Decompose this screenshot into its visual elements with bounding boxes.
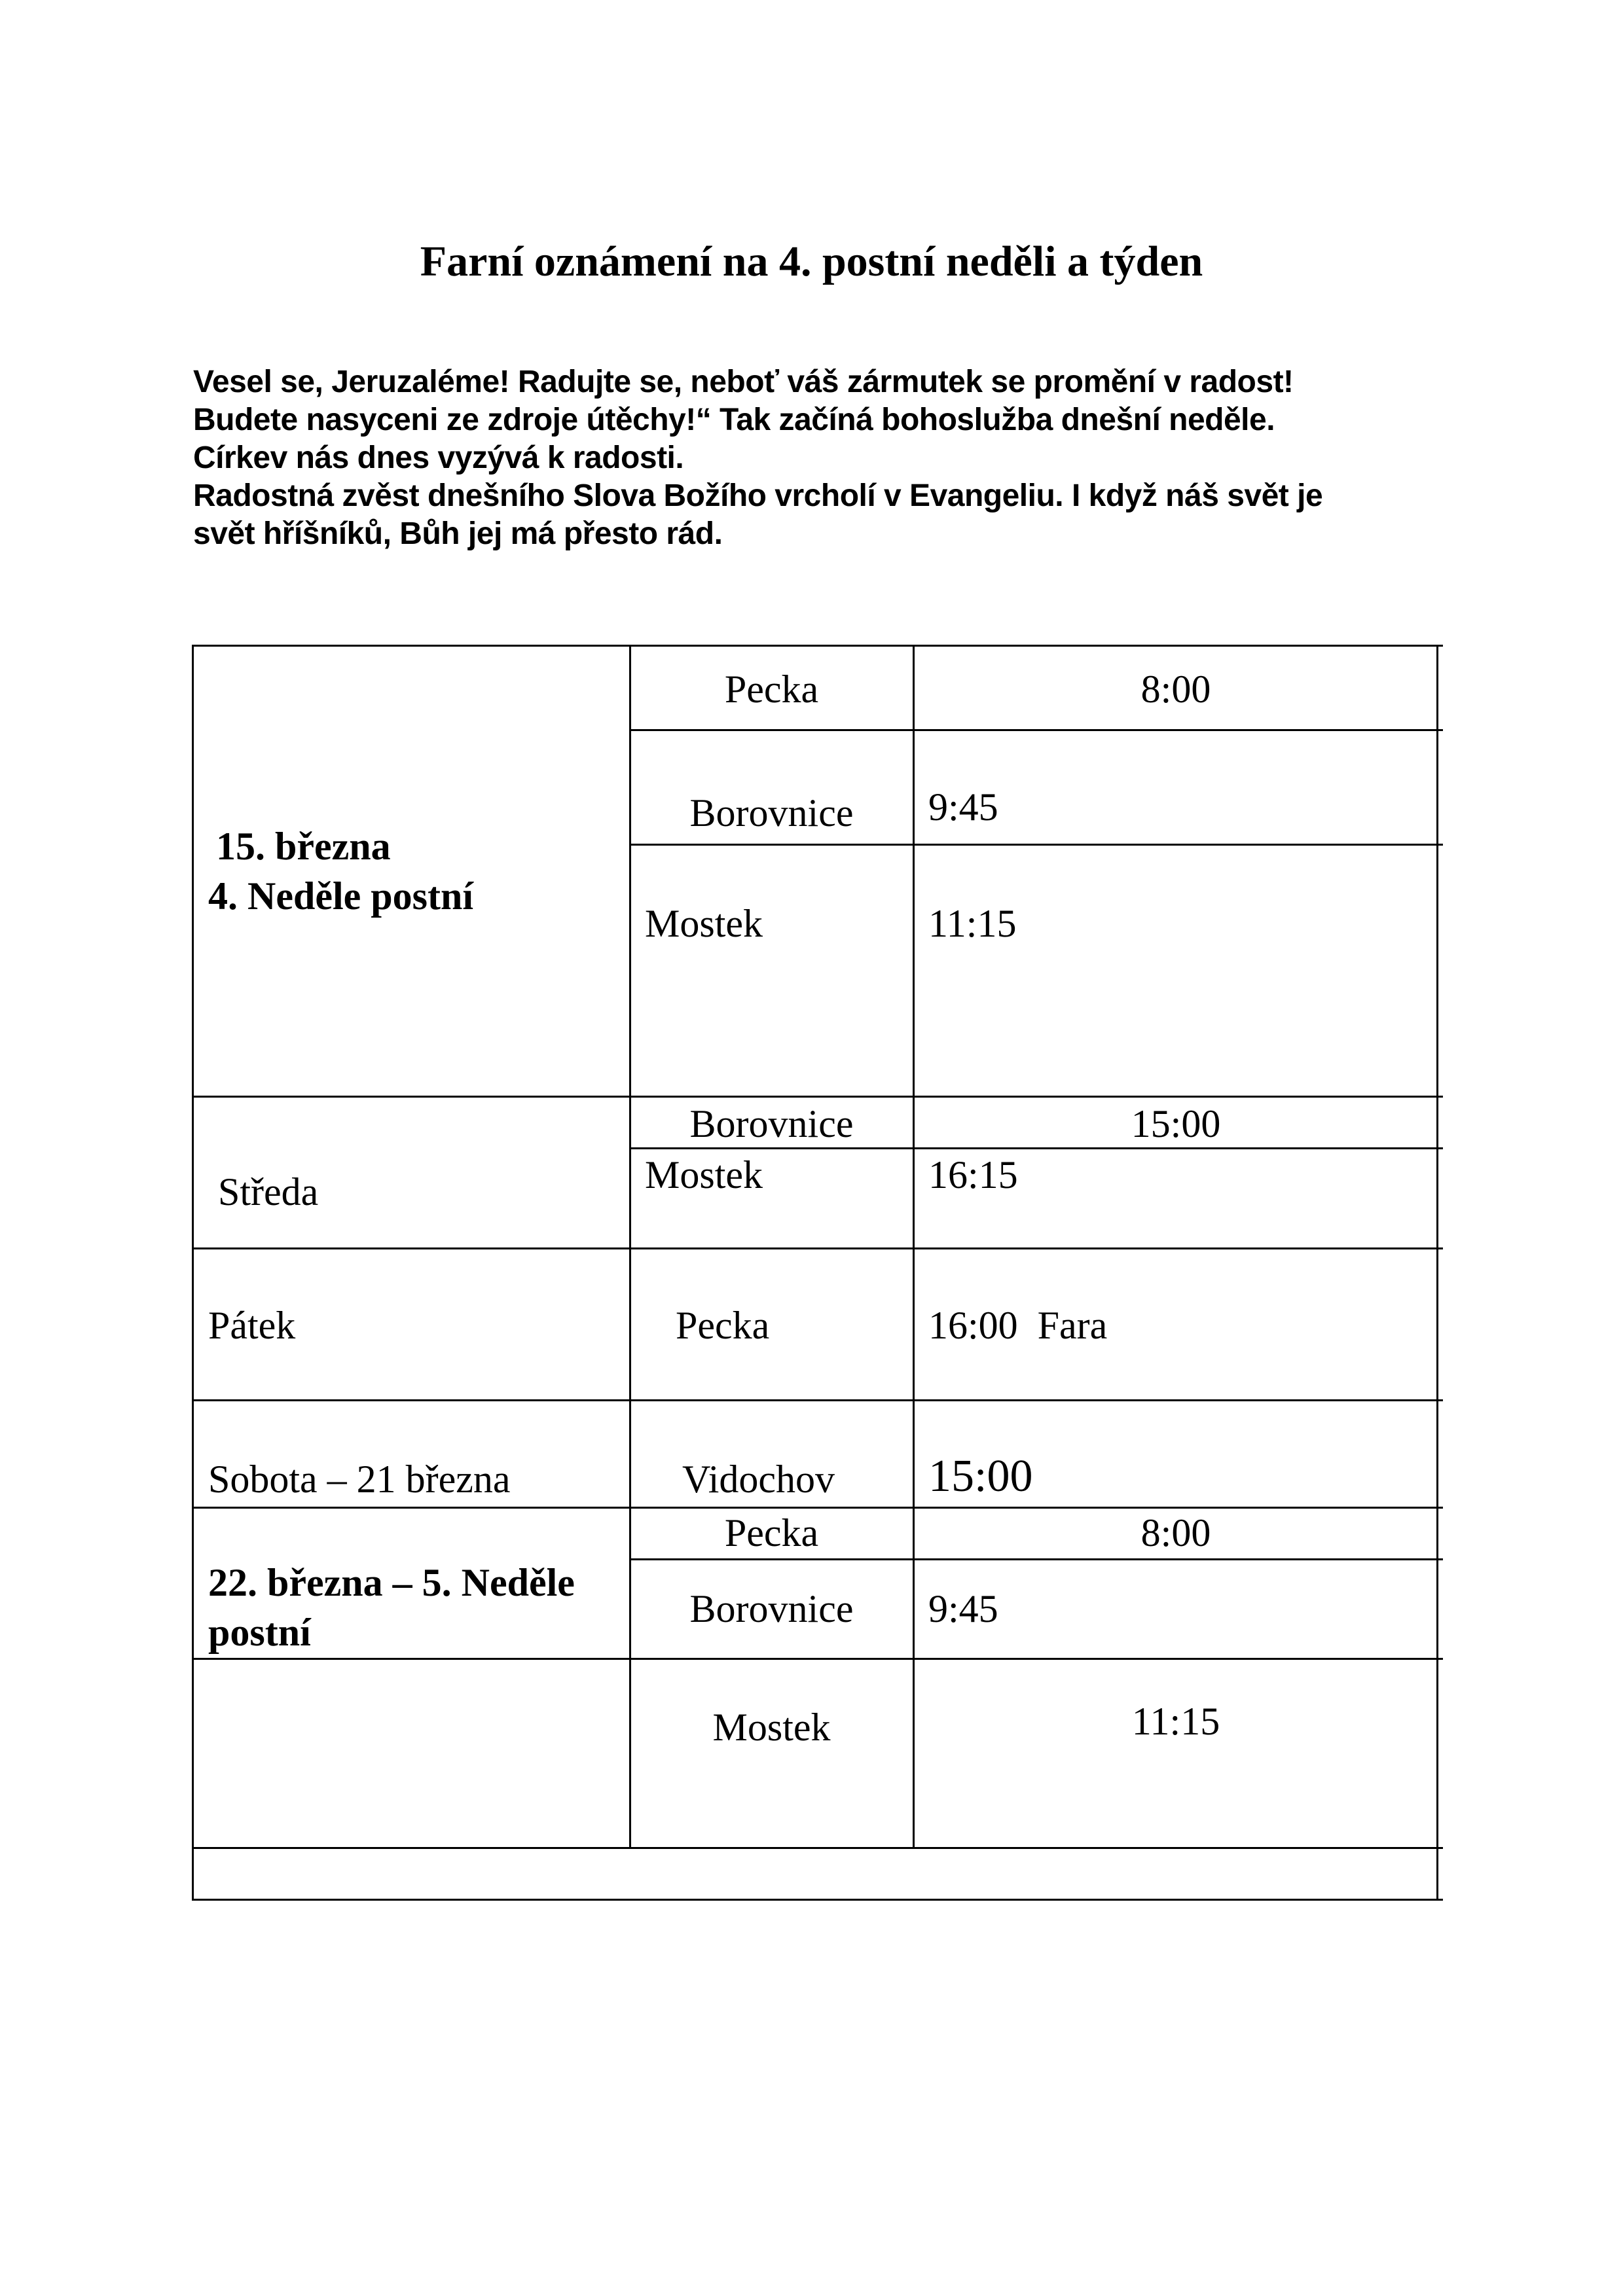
time-cell: 11:15 [1131,1700,1220,1743]
place-cell: Mostek [645,902,763,945]
place-cell: Borovnice [689,1587,854,1630]
intro-paragraph [193,363,1503,553]
row-divider [193,1399,1443,1401]
time-cell: 11:15 [928,902,1017,945]
row-divider [193,1096,1443,1098]
intro-line: Radostná zvěst dnešního Slova Božího vrcholí v Evangeliu. I když náš svět je [193,478,1323,513]
sub-row-divider [630,844,1443,846]
place-cell: Borovnice [689,1102,854,1145]
time-cell: 16:00 Fara [928,1304,1108,1347]
sub-row-divider [630,1147,1443,1149]
day-label: Sobota – 21 března [208,1458,511,1501]
place-cell: Vidochov [682,1458,835,1501]
row-divider [193,1247,1443,1249]
time-cell: 9:45 [928,1587,998,1630]
time-cell: 15:00 [1131,1102,1221,1145]
intro-line: Církev nás dnes vyzývá k radosti. [193,440,684,475]
day-label: 15. března [216,825,391,868]
row-divider [193,1507,1443,1509]
intro-line: Vesel se, Jeruzaléme! Radujte se, neboť váš zármutek se promění v radost! [193,365,1294,399]
day-label: postní [208,1611,311,1654]
table-border-bottom [193,1899,1443,1901]
day-label: Středa [218,1170,319,1213]
intro-line: Budete nasyceni ze zdroje útěchy!“ Tak začíná bohoslužba dnešní neděle. [193,403,1275,437]
time-cell: 15:00 [928,1451,1033,1501]
row-divider [193,1658,1443,1660]
place-cell: Mostek [712,1706,831,1749]
table-border-left [192,645,194,1901]
table-border-top [193,645,1443,647]
time-cell: 8:00 [1140,668,1211,711]
time-cell: 8:00 [1140,1511,1211,1554]
page-title: Farní oznámení na 4. postní neděli a týden [420,238,1203,285]
place-cell: Pecka [724,1511,819,1554]
place-cell: Mostek [645,1153,763,1196]
place-cell: Pecka [724,668,819,711]
place-cell: Pecka [676,1304,770,1347]
time-cell: 9:45 [928,785,998,829]
time-cell: 16:15 [928,1153,1018,1196]
intro-line: svět hříšníků, Bůh jej má přesto rád. [193,516,723,551]
sub-row-divider [630,729,1443,731]
day-label: Pátek [208,1304,296,1347]
row-divider [193,1847,1443,1849]
column-divider-place [913,645,915,1848]
day-label: 22. března – 5. Neděle [208,1561,575,1604]
place-cell: Borovnice [689,791,854,834]
day-label: 4. Neděle postní [208,874,473,918]
sub-row-divider [630,1558,1443,1560]
